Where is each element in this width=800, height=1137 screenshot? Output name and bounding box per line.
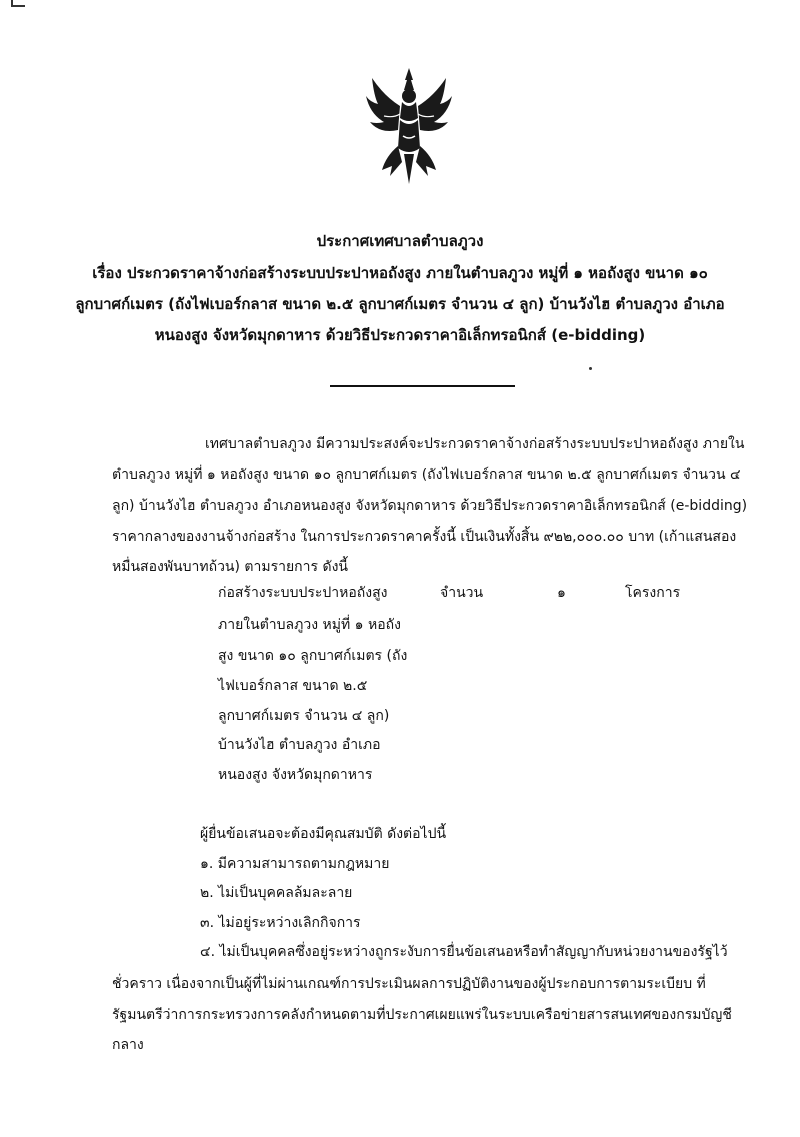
- scan-dot: [589, 367, 592, 370]
- qualifications-heading: ผู้ยื่นข้อเสนอจะต้องมีคุณสมบัติ ดังต่อไปนี้: [200, 826, 447, 842]
- item-description-line: สูง ขนาด ๑๐ ลูกบาศก์เมตร (ถัง: [218, 648, 408, 664]
- subject-line-3: หนองสูง จังหวัดมุกดาหาร ด้วยวิธีประกวดราคาอิเล็กทรอนิกส์ (e-bidding): [154, 326, 646, 344]
- item-quantity: ๑: [557, 585, 566, 601]
- item-description-line: หนองสูง จังหวัดมุกดาหาร: [218, 767, 373, 783]
- qualification-item: ๓. ไม่อยู่ระหว่างเลิกกิจการ: [200, 915, 361, 931]
- qualification-continuation: กลาง: [112, 1037, 144, 1053]
- subject-line-2: ลูกบาศก์เมตร (ถังไฟเบอร์กลาส ขนาด ๒.๕ ลูกบาศก์เมตร จำนวน ๔ ลูก) บ้านวังไฮ ตำบลภูวง อำเภอ: [75, 295, 725, 313]
- announcement-heading: ประกาศเทศบาลตำบลภูวง: [316, 232, 484, 250]
- intro-line: เทศบาลตำบลภูวง มีความประสงค์จะประกวดราคาจ้างก่อสร้างระบบประปาหอถังสูง ภายใน: [205, 436, 745, 452]
- divider: [330, 385, 515, 387]
- qualification-item: ๑. มีความสามารถตามกฎหมาย: [200, 856, 390, 872]
- item-description-line: ก่อสร้างระบบประปาหอถังสูง: [218, 585, 388, 601]
- item-description-line: ไฟเบอร์กลาส ขนาด ๒.๕: [218, 678, 368, 694]
- subject-line-1: เรื่อง ประกวดราคาจ้างก่อสร้างระบบประปาหอถังสูง ภายในตำบลภูวง หมู่ที่ ๑ หอถังสูง ขนาด ๑๐: [92, 264, 708, 282]
- item-description-line: ลูกบาศก์เมตร จำนวน ๔ ลูก): [218, 708, 390, 724]
- qualification-item: ๔. ไม่เป็นบุคคลซึ่งอยู่ระหว่างถูกระงับการยื่นข้อเสนอหรือทำสัญญากับหน่วยงานของรัฐไว้: [200, 944, 728, 960]
- intro-line: ราคากลางของงานจ้างก่อสร้าง ในการประกวดราคาครั้งนี้ เป็นเงินทั้งสิ้น ๙๒๒,๐๐๐.๐๐ บาท (เก้าแสนสอง: [112, 529, 737, 545]
- intro-line: ลูก) บ้านวังไฮ ตำบลภูวง อำเภอหนองสูง จังหวัดมุกดาหาร ด้วยวิธีประกวดราคาอิเล็กทรอนิกส์ (e-bidding): [112, 498, 748, 514]
- garuda-emblem-icon: [364, 66, 454, 186]
- item-quantity-label: จำนวน: [440, 585, 484, 601]
- item-unit: โครงการ: [625, 585, 681, 601]
- item-description-line: บ้านวังไฮ ตำบลภูวง อำเภอ: [218, 737, 381, 753]
- item-description-line: ภายในตำบลภูวง หมู่ที่ ๑ หอถัง: [218, 617, 401, 633]
- qualification-continuation: ชั่วคราว เนื่องจากเป็นผู้ที่ไม่ผ่านเกณฑ์การประเมินผลการปฏิบัติงานของผู้ประกอบการตามระเบียบ ที่: [112, 976, 706, 992]
- intro-line: หมื่นสองพันบาทถ้วน) ตามรายการ ดังนี้: [112, 559, 348, 575]
- scan-mark: [11, 0, 25, 7]
- qualification-continuation: รัฐมนตรีว่าการกระทรวงการคลังกำหนดตามที่ประกาศเผยแพร่ในระบบเครือข่ายสารสนเทศของกรมบัญชี: [112, 1007, 732, 1023]
- qualification-item: ๒. ไม่เป็นบุคคลล้มละลาย: [200, 885, 353, 901]
- intro-line: ตำบลภูวง หมู่ที่ ๑ หอถังสูง ขนาด ๑๐ ลูกบาศก์เมตร (ถังไฟเบอร์กลาส ขนาด ๒.๕ ลูกบาศก์เมตร จำนวน ๔: [112, 467, 741, 483]
